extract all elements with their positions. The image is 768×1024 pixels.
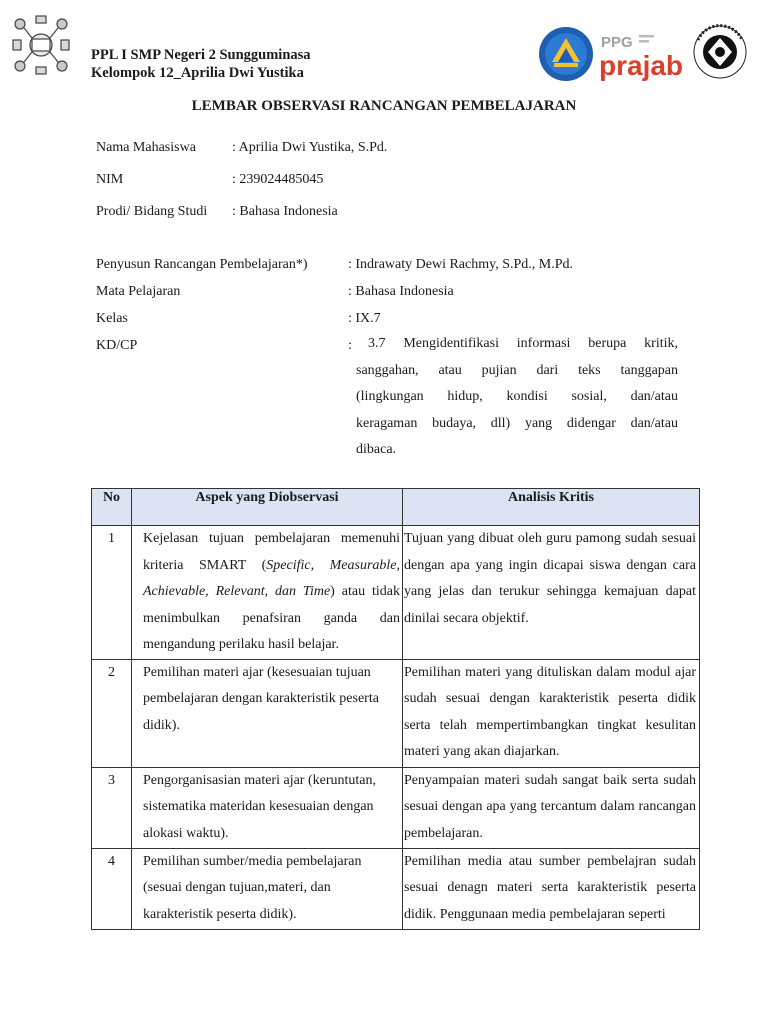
row-number: 1 [92,526,132,660]
kemendikbud-logo-icon [539,27,593,81]
row-aspek: Pengorganisasian materi ajar (keruntutan, sistematika materidan kesesuaian dengan alokasi waktu). [132,767,403,848]
kd-line: dibaca. [356,442,397,458]
label-prodi: Prodi/ Bidang Studi [96,204,208,219]
value-prodi: : Bahasa Indonesia [232,204,338,219]
aspek-text: ) atau tidak menimbulkan penafsiran ganda dan mengandung perilaku hasil belajar. [143,584,400,652]
row-number: 3 [92,767,132,848]
kd-line: (lingkungan hidup, kondisi sosial, dan/atau [356,389,678,405]
document-title: LEMBAR OBSERVASI RANCANGAN PEMBELAJARAN [191,98,577,114]
label-nama: Nama Mahasiswa [96,140,196,155]
svg-text:PPG: PPG [601,34,633,51]
value-kelas: : IX.7 [348,311,381,326]
value-mapel: : Bahasa Indonesia [348,284,454,299]
row-aspek: Pemilihan sumber/media pembelajaran (sesuai dengan tujuan,materi, dan karakteristik peserta didik). [132,848,403,929]
header-analisis: Analisis Kritis [403,489,700,526]
svg-text:prajab: prajab [599,50,684,81]
aspek-text: Kejelasan tujuan pembelajaran memenuhi kriteria SMART ( [143,531,400,573]
kd-colon: : [348,338,352,353]
value-nim: : 239024485045 [232,172,324,187]
kd-line: 3.7 Mengidentifikasi informasi berupa kritik, [368,336,678,351]
label-penyusun: Penyusun Rancangan Pembelajaran*) [96,257,308,272]
school-illustration-logo [10,14,72,76]
row-number: 4 [92,848,132,929]
table-row [92,767,700,848]
institution-logos [536,18,758,84]
header-no: No [92,489,132,526]
row-analisis: Tujuan yang dibuat oleh guru pamong sudah sesuai dengan apa yang ingin dicapai siswa dengan cara yang jelas dan terukur sehingga kemajuan dapat dinilai secara objektif. [403,526,700,660]
row-number: 2 [92,659,132,767]
ppg-prajab-logo-icon [599,34,683,81]
row-analisis: Pemilihan materi yang dituliskan dalam modul ajar sudah sesuai dengan karakteristik peserta didik serta telah mempertimbangkan tingkat kesulitan materi yang akan diajarkan. [403,659,700,767]
label-nim: NIM [96,172,124,187]
value-nama: : Aprilia Dwi Yustika, S.Pd. [232,140,388,155]
row-aspek [132,526,403,660]
label-mapel: Mata Pelajaran [96,284,181,299]
header-group: Kelompok 12_Aprilia Dwi Yustika [91,65,304,81]
header-aspek: Aspek yang Diobservasi [132,489,403,526]
header-school: PPL I SMP Negeri 2 Sungguminasa [91,47,311,63]
label-kelas: Kelas [96,311,128,326]
table-header-row [92,489,700,526]
value-penyusun: : Indrawaty Dewi Rachmy, S.Pd., M.Pd. [348,257,574,272]
unm-logo-icon [694,26,746,78]
kd-line: sanggahan, atau pujian dari teks tanggapan [356,362,678,378]
row-analisis: Penyampaian materi sudah sangat baik serta sudah sesuai dengan apa yang tercantum dalam rancangan pembelajaran. [403,767,700,848]
table-row [92,526,700,660]
kd-line: keragaman budaya, dll) yang didengar dan/atau [356,415,678,431]
label-kdcp: KD/CP [96,338,138,353]
observation-table [91,488,700,930]
kd-description [356,331,678,464]
table-row [92,848,700,929]
row-analisis: Pemilihan media atau sumber pembelajran sudah sesuai denagn materi serta karakteristik peserta didik. Penggunaan media pembelajaran seperti [403,848,700,929]
row-aspek: Pemilihan materi ajar (kesesuaian tujuan pembelajaran dengan karakteristik peserta didik). [132,659,403,767]
table-row [92,659,700,767]
aspek-italic-text: Specific, Measurable, Achievable, Relevant, dan Time [143,557,400,599]
